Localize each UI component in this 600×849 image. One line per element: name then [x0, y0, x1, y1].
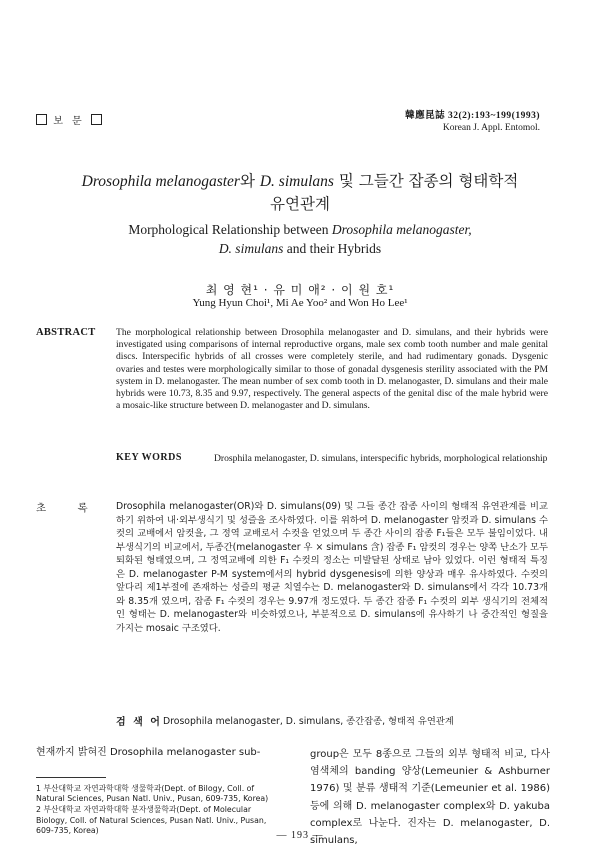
keywords-text: Drosphila melanogaster, D. simulans, interspecific hybrids, morphological relationship: [214, 453, 548, 464]
title-rest1: 및 그들간 잡종의 형태학적: [333, 172, 519, 190]
korean-abstract-label: 초 록: [36, 502, 102, 514]
authors-english: Yung Hyun Choi¹, Mi Ae Yoo² and Won Ho Lee¹: [192, 297, 408, 309]
paper-type-label: [36, 112, 102, 127]
title-rest2: 유연관계: [270, 195, 330, 213]
en-title-2b: and their Hybrids: [283, 241, 382, 256]
en-title-1a: Morphological Relationship between: [128, 222, 332, 237]
title-species1: Drosophila melanogaster: [81, 173, 240, 190]
checkbox-right-icon: [91, 114, 102, 125]
keywords-label: KEY WORDS: [116, 452, 182, 463]
korean-keywords-label: 검 색 어: [116, 717, 162, 728]
abstract-label: ABSTRACT: [36, 327, 96, 338]
en-title-1b: Drosophila melanogaster,: [331, 222, 472, 237]
korean-title: [40, 170, 560, 215]
journal-citation: [405, 110, 540, 134]
body-right-column: group은 모두 8종으로 그들의 외부 형태적 비교, 다사 염색체의 banding 양상(Lemeunier & Ashburner 1976) 및 분류 생태적 기준(Lemeunier et al. 1986)등에 의해 D. melanogaster complex와 D. yakuba complex로 나눈다. 진자는 D. melanogaster, D. simulans,: [310, 749, 550, 847]
footnote-2: 2 부산대학교 자연과학대학 분자생물학과(Dept. of Molecular Biology, Coll. of Natural Sciences, Pusan Natl. Univ., Pusan, 609-735, Korea): [36, 805, 267, 835]
english-title: [40, 220, 560, 258]
paper-type-text: 보 문: [53, 116, 85, 127]
en-title-2a: D. simulans: [218, 241, 284, 256]
body-left-column: 현재까지 밝혀진 Drosophila melanogaster sub-: [36, 747, 261, 758]
checkbox-left-icon: [36, 114, 47, 125]
korean-keywords-text: Drosophila melanogaster, D. simulans, 종간잡종, 형태적 유연관계: [163, 716, 454, 727]
title-conj: 와: [239, 172, 260, 190]
abstract-text: The morphological relationship between Drosophila melanogaster and D. simulans, and their hybrids were investigated using comparisons of internal reproductive organs, male sex comb tooth number and male genital discs. Interspecific hybrids of all crosses were completely sterile, and had rudimentary gonads. Dysgenic ovaries and testes were morphologically similar to those of gonadal dysgenesis sterility associated with the PM system in D. melanogaster. The mean number of sex comb tooth in D. melanogaster, D. simulans and their male hybrids were 10.73, 8.35 and 9.97, respectively. The general aspects of the genital disc of the male hybrid were a mosaic-like structure between D. melanogaster and D. simulans.: [116, 327, 548, 412]
korean-abstract-text: Drosophila melanogaster(OR)와 D. simulans(09) 및 그들 종간 잡종 사이의 형태적 유연관계를 비교하기 위하여 내·외부생식기 및 성즐을 조사하였다. 이를 위하여 D. melanogaster 암컷과 D. simulans 수컷의 교배에서 암컷을, 그 정역 교배로서 수컷을 얻었으며 두 종간 사이의 잡종 F₁들은 모두 불임이었다. 내부생식기의 비교에서, 두종간(melanogaster 우 × simulans 含) 잡종 F₁ 암컷의 경우는 양쪽 난소가 모두 퇴화된 형태였으며, 그 정역교배에 의한 F₁ 수컷의 정소는 미발달된 상태로 남아 있었다. 이런 형태적 특징은 D. melanogaster P-M system에서의 hybrid dysgenesis에 의한 양상과 매우 유사하였다. 수컷의 앞다리 제1부절에 존재하는 성즐의 평균 치열수는 D. melanogaster와 D. simulans에서 각각 10.73개와 8.35개 였으며, 잡종 F₁ 수컷의 경우는 9.97개 정도였다. 두 종간 잡종 F₁ 수컷의 외부 생식기의 전체적인 형태는 D. melanogaster와 비슷하였으나, 부분적으로 D. simulans에 유사하기 나 중간적인 형질을 가지는 mosaic 구조였다.: [116, 501, 548, 634]
footnote-1: 1 부산대학교 자연과학대학 생물학과(Dept. of Bilogy, Coll. of Natural Sciences, Pusan Natl. Univ., Pusan, 609-735, Korea): [36, 784, 269, 804]
journal-name: 韓應昆誌 32(2):193~199(1993): [405, 111, 540, 121]
title-species2: D. simulans: [259, 173, 334, 190]
journal-abbrev: Korean J. Appl. Entomol.: [442, 123, 540, 133]
footnote-divider: [36, 777, 106, 778]
authors-korean: 최 영 현¹ · 유 미 애² · 이 원 호¹: [205, 283, 395, 297]
page-number: — 193 —: [276, 830, 324, 841]
